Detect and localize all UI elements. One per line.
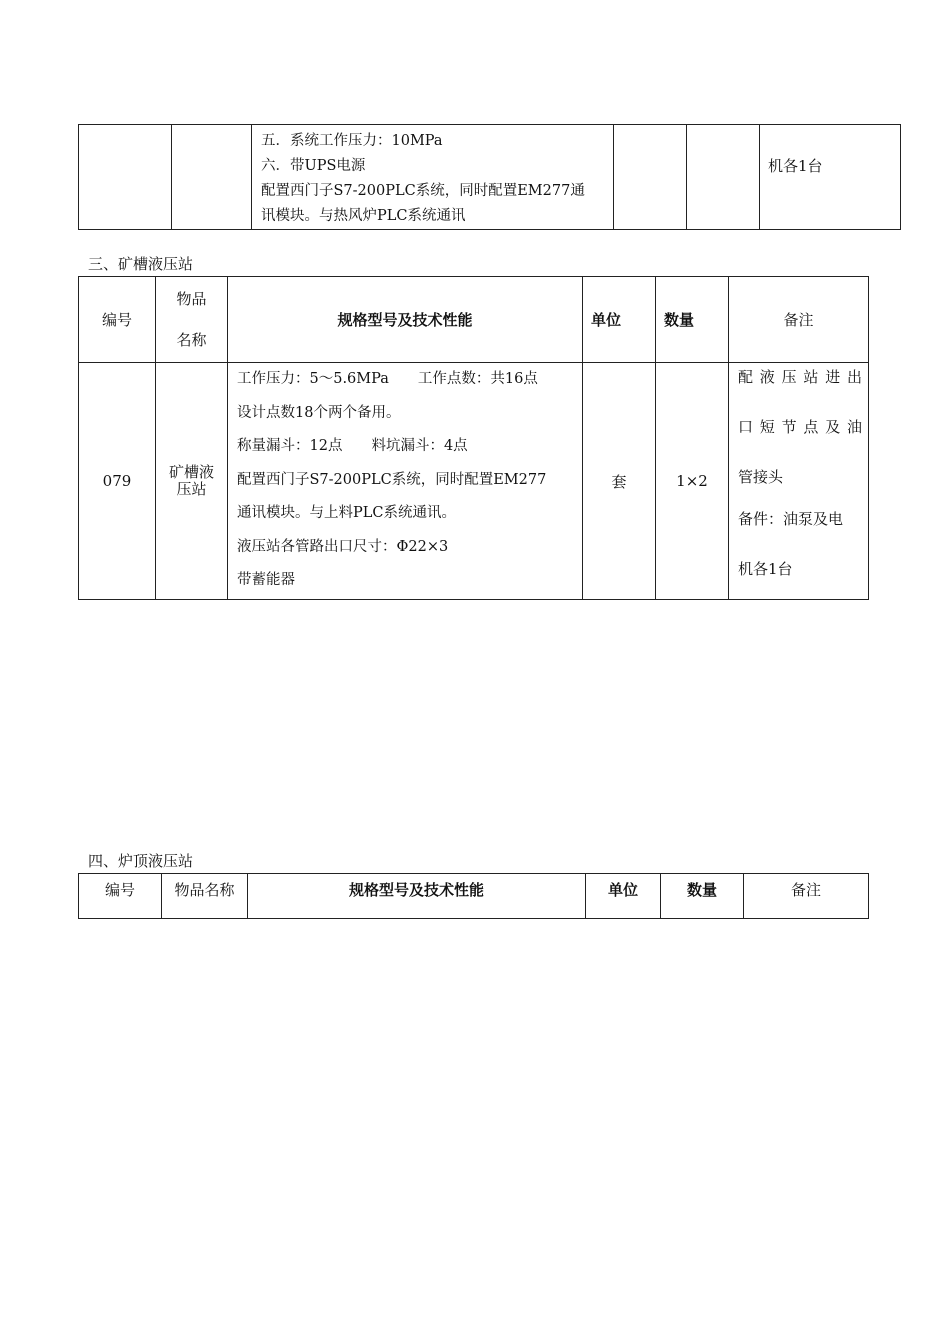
cell-unit: 套: [583, 363, 656, 600]
header-name: 物品名称: [162, 874, 248, 919]
remark-line: 备件：油泵及电: [738, 510, 844, 528]
cell-name: [172, 125, 252, 230]
cell-id: [79, 125, 172, 230]
header-qty: 数量: [661, 874, 744, 919]
header-unit: 单位: [586, 874, 661, 919]
spec-line: 设计点数18个两个备用。: [237, 404, 401, 421]
remark-line: 配液压站进出: [738, 368, 862, 386]
cell-spec: [252, 125, 614, 230]
cell-spec: [228, 363, 583, 600]
header-remark: 备注: [729, 277, 869, 363]
remark-line: 口短节点及油: [738, 418, 862, 436]
spec-line: 液压站各管路出口尺寸：Φ22×3: [237, 538, 449, 555]
header-spec: 规格型号及技术性能: [248, 874, 586, 919]
table-header-row: [79, 874, 869, 919]
continued-spec-table: [78, 124, 901, 230]
remark-line: 机各1台: [738, 560, 793, 578]
header-unit: 单位: [583, 277, 656, 363]
cell-id: 079: [79, 363, 156, 600]
table-row: [79, 363, 869, 600]
spec-line: 配置西门子S7-200PLC系统，同时配置EM277通: [261, 183, 585, 199]
spec-line: 讯模块。与热风炉PLC系统通讯: [261, 208, 466, 224]
spec-line: 五．系统工作压力：10MPa: [261, 133, 443, 149]
table-header-row: [79, 277, 869, 363]
spec-line: 通讯模块。与上料PLC系统通讯。: [237, 505, 456, 521]
header-id: 编号: [79, 874, 162, 919]
remark-line: 管接头: [738, 468, 784, 486]
cell-unit: [614, 125, 687, 230]
cell-name: 矿槽液 压站: [156, 363, 228, 600]
cell-qty: 1×2: [656, 363, 729, 600]
cell-qty: [687, 125, 760, 230]
furnace-top-hydraulic-table: [78, 873, 869, 919]
header-remark: 备注: [744, 874, 869, 919]
section-title: 四、炉顶液压站: [88, 852, 194, 870]
cell-remark: [760, 125, 901, 230]
spec-line: 配置西门子S7-200PLC系统，同时配置EM277: [237, 471, 547, 488]
cell-remark: [729, 363, 869, 600]
header-id: 编号: [79, 277, 156, 363]
spec-line: 带蓄能器: [237, 572, 295, 588]
header-name: 物品 名称: [156, 277, 228, 363]
header-qty: 数量: [656, 277, 729, 363]
spec-line: 称量漏斗：12点 料坑漏斗：4点: [237, 438, 468, 454]
section-title: 三、矿槽液压站: [88, 255, 194, 273]
remark-text: 机各1台: [768, 157, 823, 175]
spec-line: 六．带UPS电源: [261, 158, 366, 174]
hydraulic-station-table: [78, 276, 869, 600]
spec-line: 工作压力：5～5.6MPa 工作点数：共16点: [237, 371, 538, 387]
header-spec: 规格型号及技术性能: [228, 277, 583, 363]
